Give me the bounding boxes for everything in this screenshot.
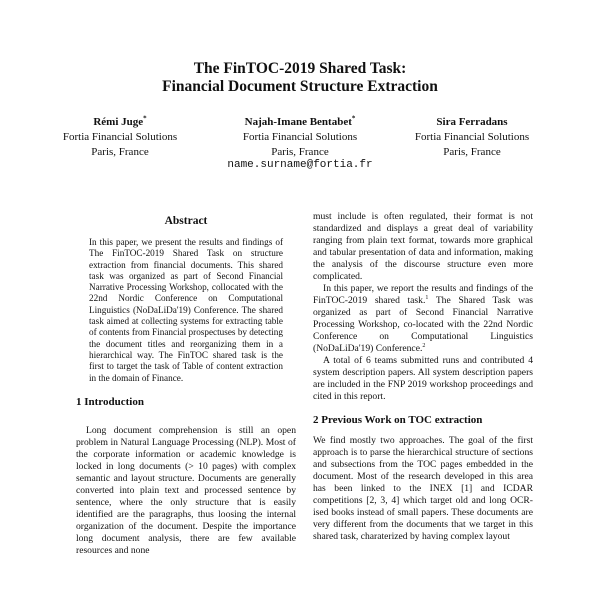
author-1-name: Rémi Juge bbox=[93, 116, 144, 128]
abstract-text: In this paper, we present the results and findings of The FinTOC-2019 Shared Task on structure extraction from financial documents. This shared task was organized as part of Second Financial Narrative Processing Workshop, collocated with the 22nd Nordic Conference on Computational Linguistics (NoDaLiDa'19) Conference. The shared task aimed at collecting systems for extracting table of contents from Financial prospectuses by detecting the document titles and reorganizing them in a hierarchical way. The FinTOC shared task is the first to target the task of Table of content extraction in the domain of Finance. bbox=[89, 237, 283, 383]
intro-paragraph-2-text-cont: The Shared Task was organized as part of Second Financial Narrative Processing Workshop, co-located with the 22nd Nordic Conference on Computational Linguistics (NoDaLiDa'19) Conference. bbox=[313, 295, 533, 354]
author-2-mark: * bbox=[351, 114, 356, 123]
abstract-heading: Abstract bbox=[164, 215, 208, 227]
intro-paragraph-2 bbox=[313, 283, 533, 355]
paper-title bbox=[0, 60, 600, 96]
footnote-1-mark: 1 bbox=[425, 294, 429, 301]
author-email: name.surname@fortia.fr bbox=[227, 159, 373, 171]
author-3-location: Paris, France bbox=[443, 146, 501, 158]
author-1 bbox=[40, 115, 200, 160]
author-1-affiliation: Fortia Financial Solutions bbox=[62, 131, 178, 143]
continued-paragraph: must include is often regulated, their format is not standardized and displays a great deal of variability ranging from plain text format, towards more graphical and tabular presentation of data and information, making the analysis of the discourse structure even more complicated. bbox=[313, 211, 533, 282]
footnote-2-mark: 2 bbox=[422, 342, 426, 349]
author-3 bbox=[392, 115, 552, 160]
author-3-affiliation: Fortia Financial Solutions bbox=[414, 131, 530, 143]
author-1-mark: * bbox=[143, 114, 147, 123]
left-column bbox=[76, 211, 296, 557]
section-1-heading: 1 Introduction bbox=[76, 395, 144, 408]
right-column bbox=[313, 211, 533, 543]
intro-paragraph-2-text: In this paper, we report the results and findings of the FinTOC-2019 shared task. bbox=[313, 283, 533, 306]
section-1-paragraph-1: Long document comprehension is still an open problem in Natural Language Processing (NLP). Most of the corporate information or academic knowledge is locked in long documents (> 10 pages) with complex semantic and layout structure. Documents are generally converted into plain text and processed sentence by sentence, where the only structure that is easily identified are the paragraphs, thus loosing the internal organization of the document. Despite the importance long document analysis, there are few available resources and none bbox=[76, 424, 296, 556]
title-line-2: Financial Document Structure Extraction bbox=[162, 78, 438, 95]
author-3-name: Sira Ferradans bbox=[436, 116, 508, 128]
title-line-1: The FinTOC-2019 Shared Task: bbox=[193, 60, 407, 77]
author-2 bbox=[220, 115, 380, 160]
intro-paragraph-3: A total of 6 teams submitted runs and contributed 4 system description papers. All system description papers are included in the FNP 2019 workshop proceedings and cited in this report. bbox=[313, 355, 533, 402]
section-2-heading: 2 Previous Work on TOC extraction bbox=[313, 414, 483, 426]
author-2-location: Paris, France bbox=[271, 146, 329, 158]
author-1-location: Paris, France bbox=[91, 146, 149, 158]
section-2-paragraph-1: We find mostly two approaches. The goal of the first approach is to parse the hierarchical structure of sections and subsections from the TOC pages embedded in the document. Most of the research developed in this area has been linked to the INEX [1] and ICDAR competitions [2, 3, 4] which target old and long OCR-ised books instead of small papers. These documents are very different from the documents that we target in this shared task, charaterized by having complex layout bbox=[313, 435, 533, 542]
author-2-name: Najah-Imane Bentabet bbox=[244, 116, 352, 128]
author-2-affiliation: Fortia Financial Solutions bbox=[242, 131, 358, 143]
